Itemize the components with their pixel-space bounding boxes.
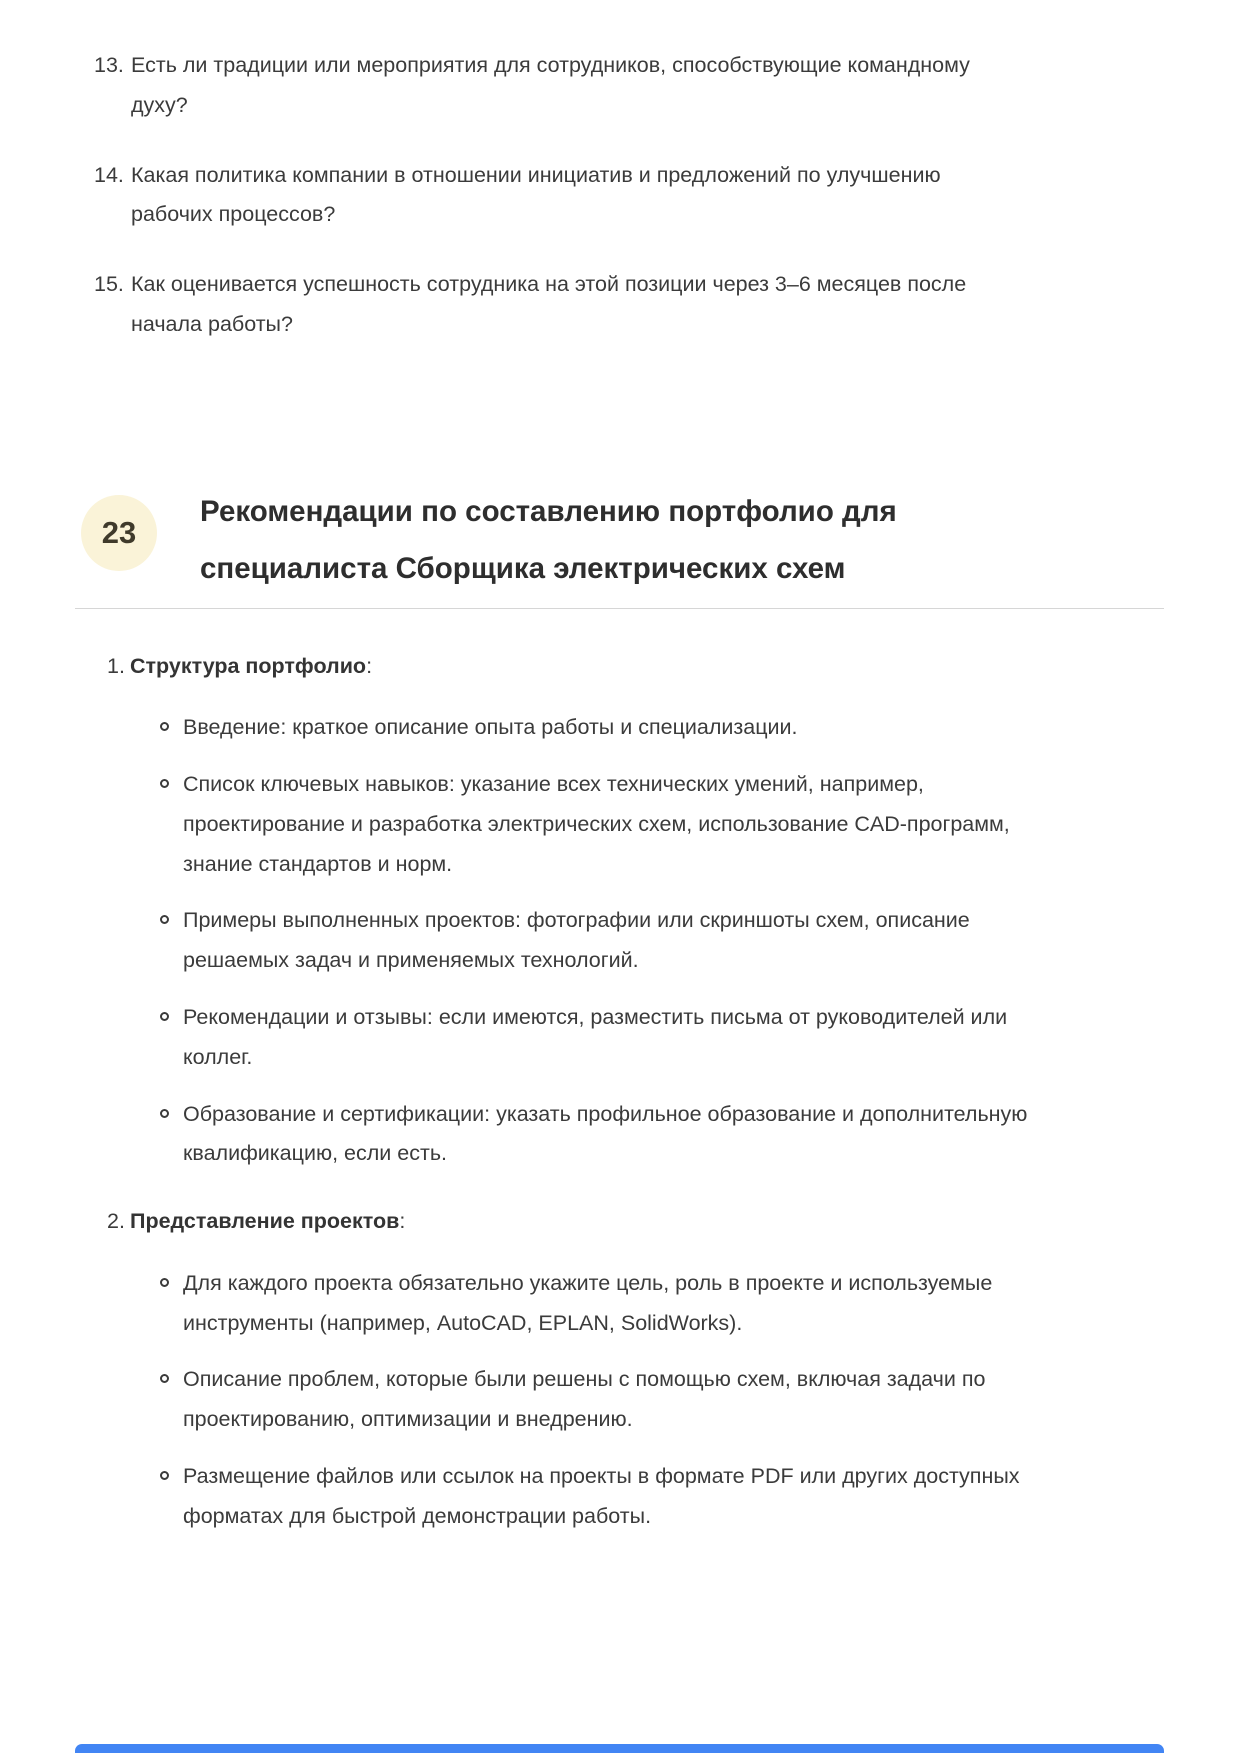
list-item: [75, 265, 1164, 345]
list-item-text: Какая политика компании в отношении инициатив и предложений по улучшению рабочих процессов?: [131, 162, 941, 227]
bullet-item: [160, 1457, 1164, 1537]
question-list: [75, 46, 1164, 345]
next-block-top-edge: [75, 1744, 1164, 1753]
circle-bullet-icon: [160, 722, 169, 731]
section-title: Рекомендации по составлению портфолио для специалиста Сборщика электрических схем: [200, 494, 897, 586]
recommendation-group: [75, 1202, 1164, 1536]
section-header: [75, 483, 1164, 598]
bullet-item: [160, 1360, 1164, 1440]
recommendation-label-suffix: :: [399, 1209, 406, 1234]
circle-bullet-icon: [160, 1471, 169, 1480]
list-item-text: Как оценивается успешность сотрудника на этой позиции через 3–6 месяцев после начала работы?: [131, 272, 967, 336]
circle-bullet-icon: [160, 1278, 169, 1287]
circle-bullet-icon: [160, 1374, 169, 1383]
bullet-item-text: Введение: краткое описание опыта работы и специализации.: [183, 715, 798, 740]
bullet-item-text: Для каждого проекта обязательно укажите цель, роль в проекте и используемые инструменты (например, AutoCAD, EPLAN, SolidWorks).: [183, 1270, 993, 1335]
section-number-badge: [81, 495, 157, 571]
recommendation-label: [130, 1202, 405, 1242]
bullet-list: [160, 708, 1164, 1174]
bullet-item-text: Описание проблем, которые были решены с помощью схем, включая задачи по проектированию, оптимизации и внедрению.: [183, 1367, 986, 1432]
circle-bullet-icon: [160, 1109, 169, 1118]
list-item-text: Есть ли традиции или мероприятия для сотрудников, способствующие командному духу?: [131, 53, 970, 117]
bullet-item: [160, 1264, 1164, 1344]
recommendation-label-suffix: :: [366, 653, 373, 678]
list-item-number: 13.: [94, 53, 124, 77]
circle-bullet-icon: [160, 779, 169, 788]
section-divider: [75, 608, 1164, 609]
recommendation-label-text: Структура портфолио: [130, 653, 367, 678]
bullet-item-text: Список ключевых навыков: указание всех технических умений, например, проектирование и разработка электрических схем, использование CAD-программ, знание стандартов и норм.: [183, 772, 1010, 876]
bullet-item-text: Рекомендации и отзывы: если имеются, разместить письма от руководителей или коллег.: [183, 1004, 1008, 1069]
list-item: [75, 156, 1164, 236]
recommendation-number: 2.: [107, 1209, 125, 1234]
list-item-number: 15.: [94, 272, 124, 297]
recommendation-list: [75, 647, 1164, 1537]
bullet-item-text: Образование и сертификации: указать профильное образование и дополнительную квалификацию, если есть.: [183, 1101, 1028, 1166]
recommendation-label-text: Представление проектов: [130, 1209, 400, 1234]
recommendation-label: [130, 647, 372, 687]
bullet-item: [160, 901, 1164, 981]
bullet-item: [160, 998, 1164, 1078]
recommendation-heading: [107, 647, 1164, 687]
list-item: [75, 46, 1164, 126]
bullet-item-text: Примеры выполненных проектов: фотографии или скриншоты схем, описание решаемых задач и применяемых технологий.: [183, 908, 970, 973]
section-number: 23: [101, 514, 137, 550]
recommendation-heading: [107, 1202, 1164, 1242]
bullet-list: [160, 1264, 1164, 1537]
bullet-item: [160, 708, 1164, 748]
bullet-item: [160, 1095, 1164, 1175]
bullet-item: [160, 765, 1164, 884]
recommendation-number: 1.: [107, 653, 125, 678]
recommendation-group: [75, 647, 1164, 1174]
circle-bullet-icon: [160, 1012, 169, 1021]
bullet-item-text: Размещение файлов или ссылок на проекты в формате PDF или других доступных форматах для быстрой демонстрации работы.: [183, 1463, 1020, 1528]
circle-bullet-icon: [160, 915, 169, 924]
list-item-number: 14.: [94, 162, 124, 187]
